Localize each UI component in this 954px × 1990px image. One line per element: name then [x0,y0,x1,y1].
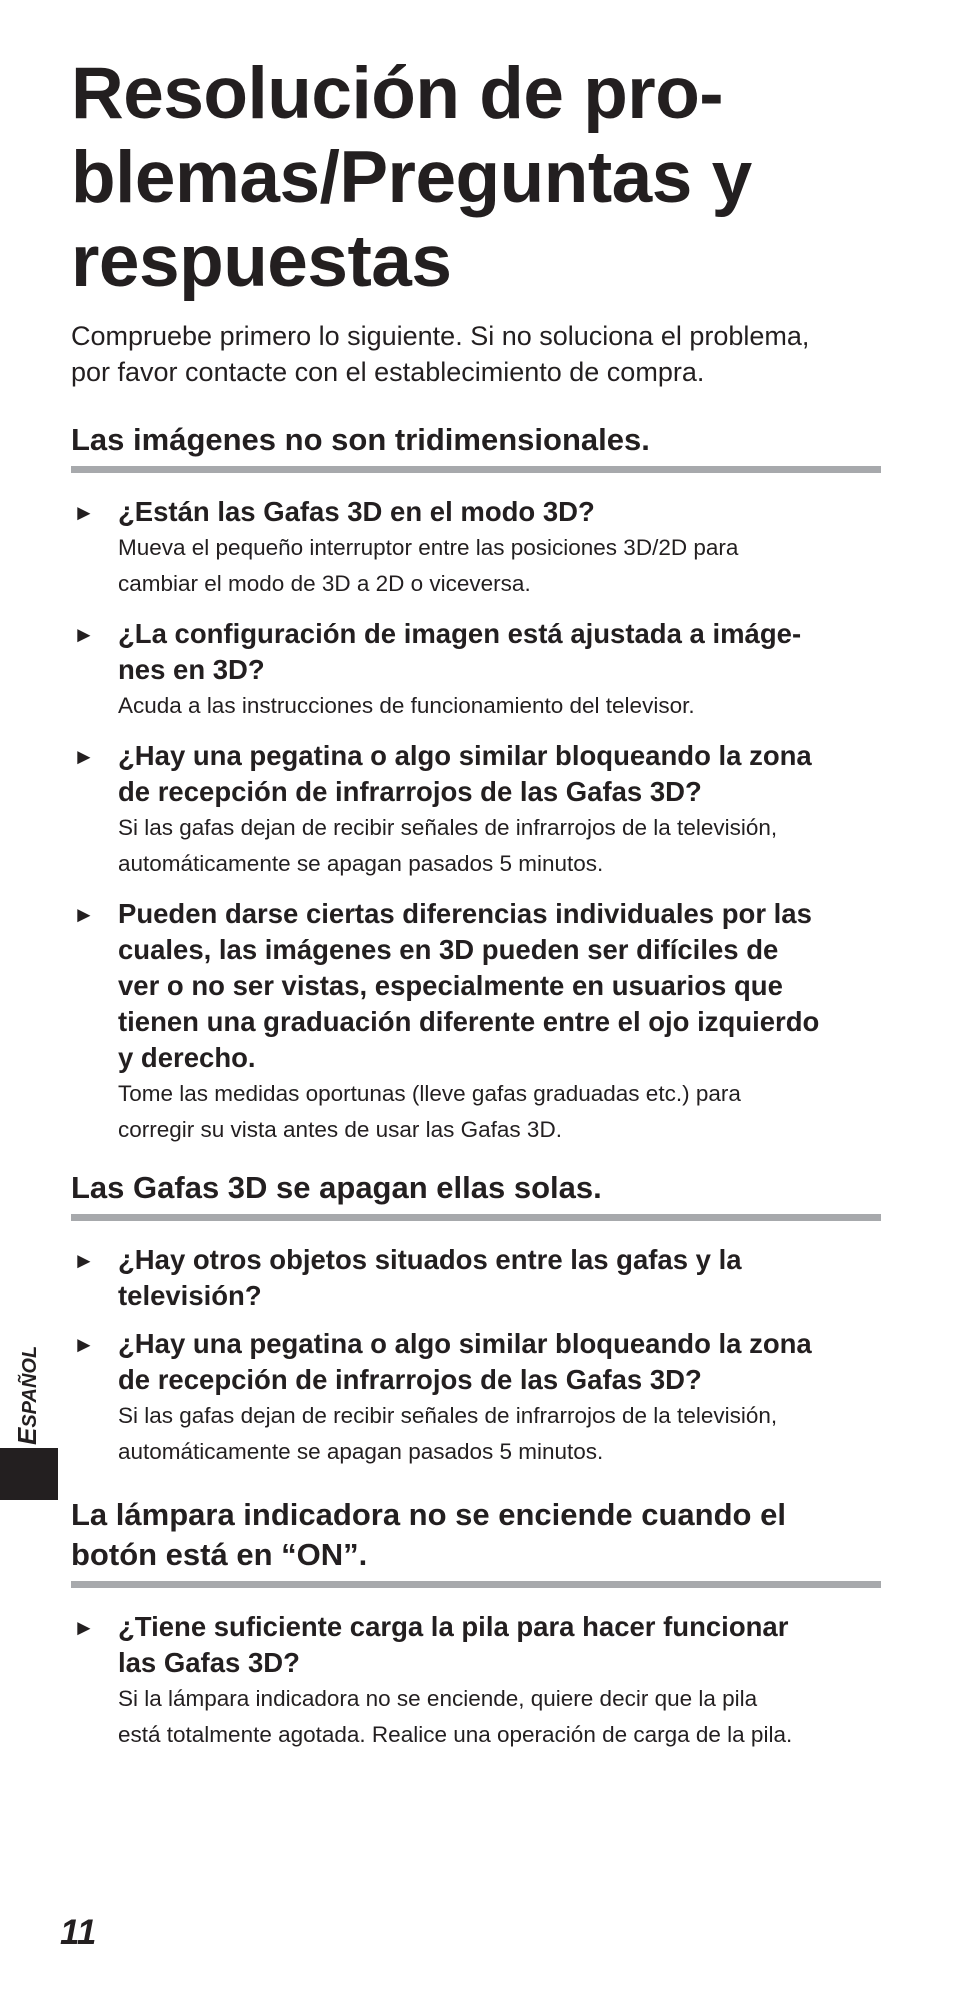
language-side-label [9,1335,45,1445]
qa-item [71,616,881,724]
answer-line: está totalmente agotada. Realice una operación de carga de la pila. [118,1722,793,1747]
question-line: ¿Están las Gafas 3D en el modo 3D? [118,496,595,527]
answer [118,1076,881,1148]
question [118,616,881,688]
question-line: las Gafas 3D? [118,1647,300,1678]
answer-line: automáticamente se apagan pasados 5 minutos. [118,851,604,876]
bullet-arrow-icon: ► [73,1615,95,1640]
answer [118,810,881,882]
page-number: 11 [60,1913,97,1952]
answer-line: Mueva el pequeño interruptor entre las posiciones 3D/2D para [118,535,739,560]
language-label-initial: E [12,1427,42,1445]
intro-line: Compruebe primero lo siguiente. Si no soluciona el problema, [71,321,810,351]
answer [118,688,881,724]
section-divider [71,1581,881,1588]
answer [118,1398,881,1470]
answer-line: corregir su vista antes de usar las Gafas 3D. [118,1117,562,1142]
question-line: tienen una graduación diferente entre el ojo izquierdo [118,1006,820,1037]
answer-line: Si las gafas dejan de recibir señales de infrarrojos de la televisión, [118,815,778,840]
question [118,494,881,530]
question-line: Pueden darse ciertas diferencias individuales por las [118,898,812,929]
qa-item [71,738,881,882]
qa-item [71,1326,881,1470]
qa-item [71,896,881,1148]
answer [118,1681,881,1753]
question [118,738,881,810]
qa-item [71,1609,881,1753]
qa-item [71,494,881,602]
bullet-arrow-icon: ► [73,902,95,927]
title-line: Resolución de pro- [71,53,724,134]
question-line: ¿La configuración de imagen está ajustada a imáge- [118,618,802,649]
section-divider [71,466,881,473]
bullet-arrow-icon: ► [73,500,95,525]
section-divider [71,1214,881,1221]
question-line: de recepción de infrarrojos de las Gafas 3D? [118,1364,702,1395]
answer-line: cambiar el modo de 3D a 2D o viceversa. [118,571,531,596]
section-heading-line: Las imágenes no son tridimensionales. [71,422,650,457]
question-line: ¿Hay una pegatina o algo similar bloqueando la zona [118,740,812,771]
question-line: ¿Tiene suficiente carga la pila para hacer funcionar [118,1611,789,1642]
question-line: ¿Hay una pegatina o algo similar bloqueando la zona [118,1328,812,1359]
question-line: y derecho. [118,1042,256,1073]
intro-paragraph [71,318,891,390]
question [118,1242,881,1314]
answer-line: Acuda a las instrucciones de funcionamiento del televisor. [118,693,695,718]
question [118,1609,881,1681]
question [118,1326,881,1398]
title-line: respuestas [71,221,452,302]
question-line: ver o no ser vistas, especialmente en usuarios que [118,970,783,1001]
question [118,896,881,1076]
question-line: ¿Hay otros objetos situados entre las gafas y la [118,1244,742,1275]
section-heading-line: La lámpara indicadora no se enciende cuando el [71,1497,786,1532]
section-3d-images [71,420,881,1148]
answer-line: Tome las medidas oportunas (lleve gafas graduadas etc.) para [118,1081,741,1106]
answer-line: automáticamente se apagan pasados 5 minutos. [118,1439,604,1464]
question-line: cuales, las imágenes en 3D pueden ser difíciles de [118,934,779,965]
section-glasses-turn-off [71,1168,881,1470]
answer [118,530,881,602]
question-line: nes en 3D? [118,654,265,685]
page-title [71,52,881,304]
section-heading [71,420,881,466]
bullet-arrow-icon: ► [73,1332,95,1357]
section-indicator-lamp [71,1495,881,1753]
answer-line: Si las gafas dejan de recibir señales de infrarrojos de la televisión, [118,1403,778,1428]
bullet-arrow-icon: ► [73,1248,95,1273]
section-heading [71,1495,881,1581]
intro-line: por favor contacte con el establecimiento de compra. [71,357,705,387]
bullet-arrow-icon: ► [73,744,95,769]
section-heading-line: Las Gafas 3D se apagan ellas solas. [71,1170,602,1205]
question-line: de recepción de infrarrojos de las Gafas 3D? [118,776,702,807]
title-line: blemas/Preguntas y [71,137,752,218]
answer-line: Si la lámpara indicadora no se enciende, quiere decir que la pila [118,1686,758,1711]
section-heading-line: botón está en “ON”. [71,1537,368,1572]
section-heading [71,1168,881,1214]
question-line: televisión? [118,1280,262,1311]
language-tab-marker [0,1448,58,1500]
bullet-arrow-icon: ► [73,622,95,647]
qa-item [71,1242,881,1314]
language-label-rest: SPAÑOL [19,1345,41,1428]
